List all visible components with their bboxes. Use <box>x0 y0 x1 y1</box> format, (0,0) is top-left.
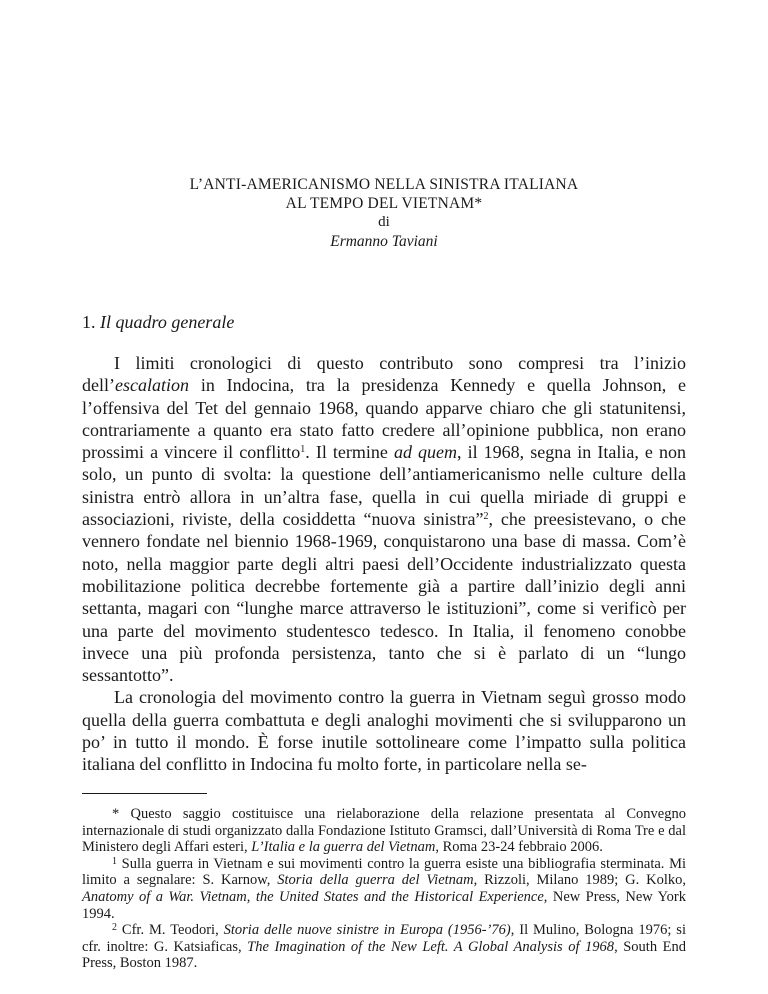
p1-text-b: in Indocina, tra la presidenza Kennedy e quella Johnson, e l’offensiva del Tet del gennaio 1968, quando apparve chiaro che gli statunitensi, contrariamente a quanto era stato fatto credere all’opinione pubblica, non erano prossimi a vincere il conflitto <box>82 375 686 463</box>
p1-italic-escalation: escalation <box>115 375 189 396</box>
body-text <box>82 352 686 776</box>
footnote-ref-2: 2 <box>483 511 489 523</box>
footnote-2-italic-b: The Imagination of the New Left. A Global Analysis of 1968 <box>247 938 615 955</box>
footnote-star-italic: L’Italia e la guerra del Vietnam <box>251 839 436 856</box>
footnote-star-marker: * <box>112 806 120 822</box>
p1-text-d: , il 1968, segna in Italia, e non solo, un punto di svolta: la questione dell’antiamericanismo nelle culture della sinistra entrò allora in un’altra fase, quella in cui quella miriade di gruppi e associazioni, riviste, della cosiddetta “nuova sinistra” <box>82 442 686 530</box>
article-title-line-1: L’ANTI-AMERICANISMO NELLA SINISTRA ITALIANA <box>189 176 579 193</box>
title-block <box>0 175 768 251</box>
footnote-2-text-c: , South End Press, Boston 1987. <box>82 938 686 972</box>
p1-text-a: I limiti cronologici di questo contributo sono compresi tra l’inizio dell’ <box>82 353 686 396</box>
p1-text-e: , che preesistevano, o che vennero fondate nel biennio 1968-1969, conquistarono una base di massa. Com’è noto, nella maggior parte degli altri paesi dell’Occidente industrializzato questa mobilitazione politica decrebbe fortemente già a partire dall’inizio degli anni settanta, magari con “lunghe marce attraverso le istituzioni”, come si verificò per una parte del movimento studentesco tedesco. In Italia, il fenomeno conobbe invece una più profonda persistenza, tanto che si è parlato di un “lungo sessantotto”. <box>82 509 686 686</box>
footnote-2-italic-a: Storia delle nuove sinistre in Europa (1956-’76) <box>223 922 511 939</box>
author-name: Ermanno Taviani <box>330 233 438 250</box>
footnote-2 <box>82 922 686 972</box>
section-number: 1. <box>82 312 96 332</box>
footnote-1-italic-a: Storia della guerra del Vietnam <box>277 872 474 889</box>
footnote-star-text-a: Questo saggio costituisce una rielaborazione della relazione presentata al Convegno internazionale di studi organizzato dalla Fondazione Istituto Gramsci, dall’Università di Roma Tre e dal Ministero degli Affari esteri, <box>82 806 686 856</box>
article-title-line-2: AL TEMPO DEL VIETNAM* <box>285 195 483 212</box>
footnote-1-italic-b: Anatomy of a War. Vietnam, the United States and the Historical Experience <box>82 888 544 905</box>
paragraph-2: La cronologia del movimento contro la guerra in Vietnam seguì grosso modo quella della guerra combattuta e degli analoghi movimenti che si svilupparono un po’ in tutto il mondo. È forse inutile sottolineare come l’impatto sulla politica italiana del conflitto in Indocina fu molto forte, in particolare nella se- <box>82 687 686 775</box>
footnote-star <box>82 806 686 856</box>
footnote-1-marker: 1 <box>112 855 117 867</box>
section-title: Il quadro generale <box>100 312 235 332</box>
p1-text-c: . Il termine <box>305 442 394 463</box>
footnote-2-text-a: Cfr. M. Teodori, <box>117 922 224 939</box>
footnote-1-text-b: , Rizzoli, Milano 1989; G. Kolko, <box>473 872 687 889</box>
footnote-ref-1: 1 <box>300 444 306 456</box>
footnote-2-text-b: , Il Mulino, Bologna 1976; si cfr. inoltre: G. Katsiaficas, <box>82 922 686 955</box>
footnote-1-text-a: Sulla guerra in Vietnam e sui movimenti contro la guerra esiste una bibliografia sterminata. Mi limito a segnalare: S. Karnow, <box>82 855 686 889</box>
paragraph-1 <box>82 352 686 686</box>
footnotes <box>82 806 686 972</box>
footnote-1-text-c: , New Press, New York 1994. <box>82 888 686 922</box>
footnote-1 <box>82 856 686 922</box>
section-heading <box>82 312 234 333</box>
p1-italic-ad-quem: ad quem <box>393 442 458 463</box>
footnote-star-text-b: , Roma 23-24 febbraio 2006. <box>435 839 603 856</box>
byline-di: di <box>378 214 390 230</box>
footnote-divider <box>82 793 207 794</box>
footnote-2-marker: 2 <box>112 922 117 934</box>
